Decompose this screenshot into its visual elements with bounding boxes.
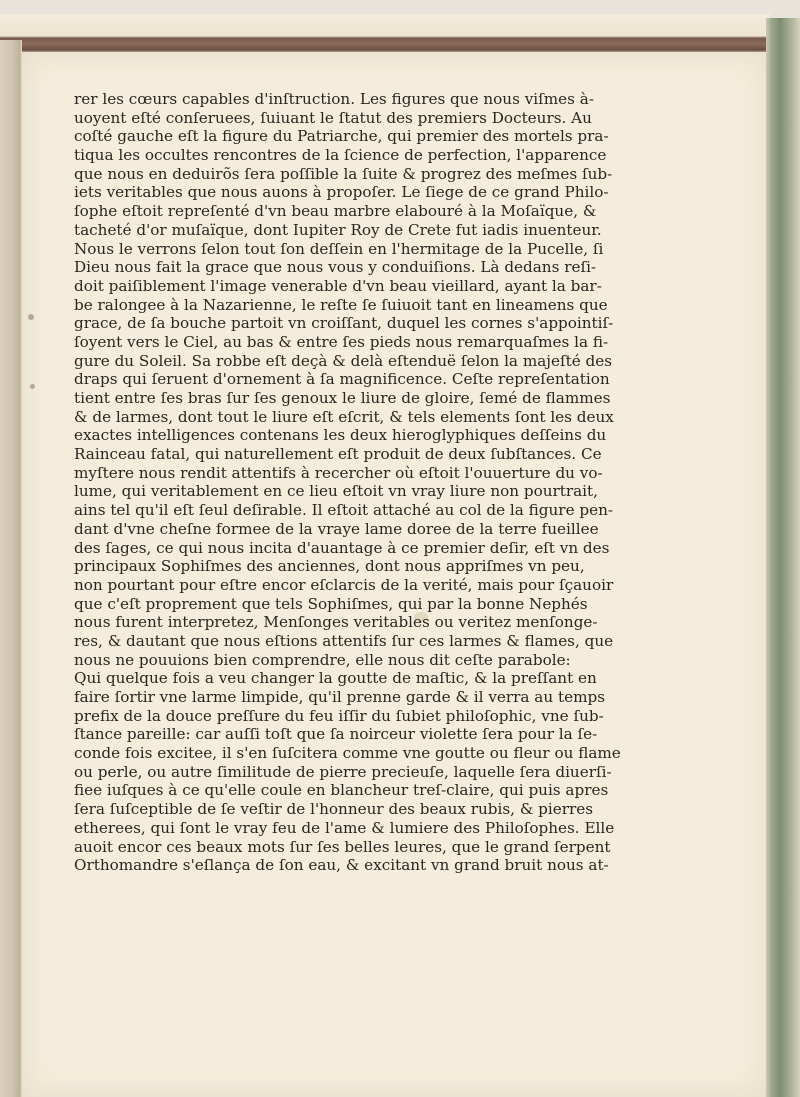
text-line: lume, qui veritablement en ce lieu eſtoit vn vray liure non pourtrait, [74,482,598,501]
text-line: fiee iuſques à ce qu'elle coule en blancheur treſ-claire, qui puis apres [74,781,609,800]
text-line: uoyent eſté conſeruees, ſuiuant le ſtatut des premiers Docteurs. Au [74,108,592,127]
text-line: myſtere nous rendit attentifs à recercher où eſtoit l'ouuerture du vo- [74,463,603,482]
text-line: tient entre ſes bras ſur ſes genoux le liure de gloire, ſemé de flammes [74,389,611,407]
text-line: grace, de ſa bouche partoit vn croiſſant, duquel les cornes s'appointiſ- [74,314,614,333]
text-line: faire ſortir vne larme limpide, qu'il prenne garde & il verra au temps [74,688,605,706]
text-line: be ralongee à la Nazarienne, le reſte ſe ſuiuoit tant en lineamens que [74,295,608,314]
text-line: exactes intelligences contenans les deux hieroglyphiques deſſeins du [74,426,607,445]
text-line: iets veritables que nous auons à propoſer. Le ſiege de ce grand Philo- [74,183,609,202]
text-line: ains tel qu'il eſt ſeul deſirable. Il eſtoit attaché au col de la figure pen- [74,501,614,520]
text-line: que nous en deduirõs ſera poſſible la ſuite & progrez des meſmes ſub- [74,164,613,183]
text-line: ou perle, ou autre ſimilitude de pierre precieuſe, laquelle ſera diuerſi- [74,762,612,781]
text-line: tiqua les occultes rencontres de la ſcience de perfection, l'apparence [74,146,607,165]
text-line: non pourtant pour eſtre encor eſclarcis de la verité, mais pour ſçauoir [74,575,614,594]
text-line: Orthomandre s'eſlança de ſon eau, & excitant vn grand bruit nous at- [74,856,609,875]
text-line: Dieu nous fait la grace que nous vous y conduiſions. Là dedans reſi- [74,258,597,277]
text-line: ſtance pareille: car auſſi toſt que ſa noirceur violette ſera pour la ſe- [74,725,598,744]
text-line: draps qui ſeruent d'ornement à ſa magnificence. Ceſte repreſentation [74,370,610,389]
text-line: ſophe eſtoit repreſenté d'vn beau marbre elabouré à la Moſaïque, & [74,202,597,221]
book-top-edge [0,14,770,54]
text-line: des ſages, ce qui nous incita d'auantage à ce premier deſir, eſt vn des [74,538,610,557]
book-spine [0,40,22,1097]
text-line: coſté gauche eſt la figure du Patriarche, qui premier des mortels pra- [74,127,609,146]
text-line: principaux Sophiſmes des anciennes, dont nous appriſmes vn peu, [74,557,585,576]
text-line: & de larmes, dont tout le liure eſt eſcrit, & tels elements ſont les deux [74,407,614,426]
book-page [22,52,766,1097]
text-line: conde fois excitee, il s'en ſuſcitera comme vne goutte ou fleur ou flame [74,744,621,763]
text-line: dant d'vne cheſne formee de la vraye lame doree de la terre fueillee [74,519,599,538]
text-line: nous ne pouuions bien comprendre, elle nous dit ceſte parabole: [74,650,571,669]
text-line: nous furent interpretez, Menſonges veritables ou veritez menſonge- [74,613,598,632]
text-line: ſera ſuſceptible de ſe veſtir de l'honneur des beaux rubis, & pierres [74,800,594,819]
text-line: auoit encor ces beaux mots ſur ſes belles leures, que le grand ſerpent [74,837,611,856]
paper-stain [30,384,35,389]
page-text [74,90,621,875]
text-line: tacheté d'or muſaïque, dont Iupiter Roy de Crete fut iadis inuenteur. [74,220,602,239]
text-line: que c'eſt proprement que tels Sophiſmes, qui par la bonne Nephés [74,594,588,613]
text-line: rer les cœurs capables d'inſtruction. Les figures que nous viſmes à- [74,90,594,108]
text-line: Nous le verrons ſelon tout ſon deſſein en l'hermitage de la Pucelle, ſi [74,239,604,258]
text-line: etherees, qui ſont le vray feu de l'ame & lumiere des Philoſophes. Elle [74,818,615,837]
text-line: ſoyent vers le Ciel, au bas & entre ſes pieds nous remarquaſmes la fi- [74,332,609,351]
paper-stain [28,314,34,320]
book-cover-edge [766,18,800,1097]
text-line: prefix de la douce preſſure du feu iſſir du ſubiet philoſophic, vne ſub- [74,706,604,725]
text-line: gure du Soleil. Sa robbe eſt deçà & delà eſtenduë ſelon la majeſté des [74,351,613,370]
text-line: doit paiſiblement l'image venerable d'vn beau vieillard, ayant la bar- [74,276,602,295]
text-line: res, & dautant que nous eſtions attentifs ſur ces larmes & flames, que [74,631,614,650]
text-line: Rainceau fatal, qui naturellement eſt produit de deux ſubſtances. Ce [74,445,602,464]
text-line: Qui quelque fois a veu changer la goutte de maſtic, & la preſſant en [74,669,597,688]
